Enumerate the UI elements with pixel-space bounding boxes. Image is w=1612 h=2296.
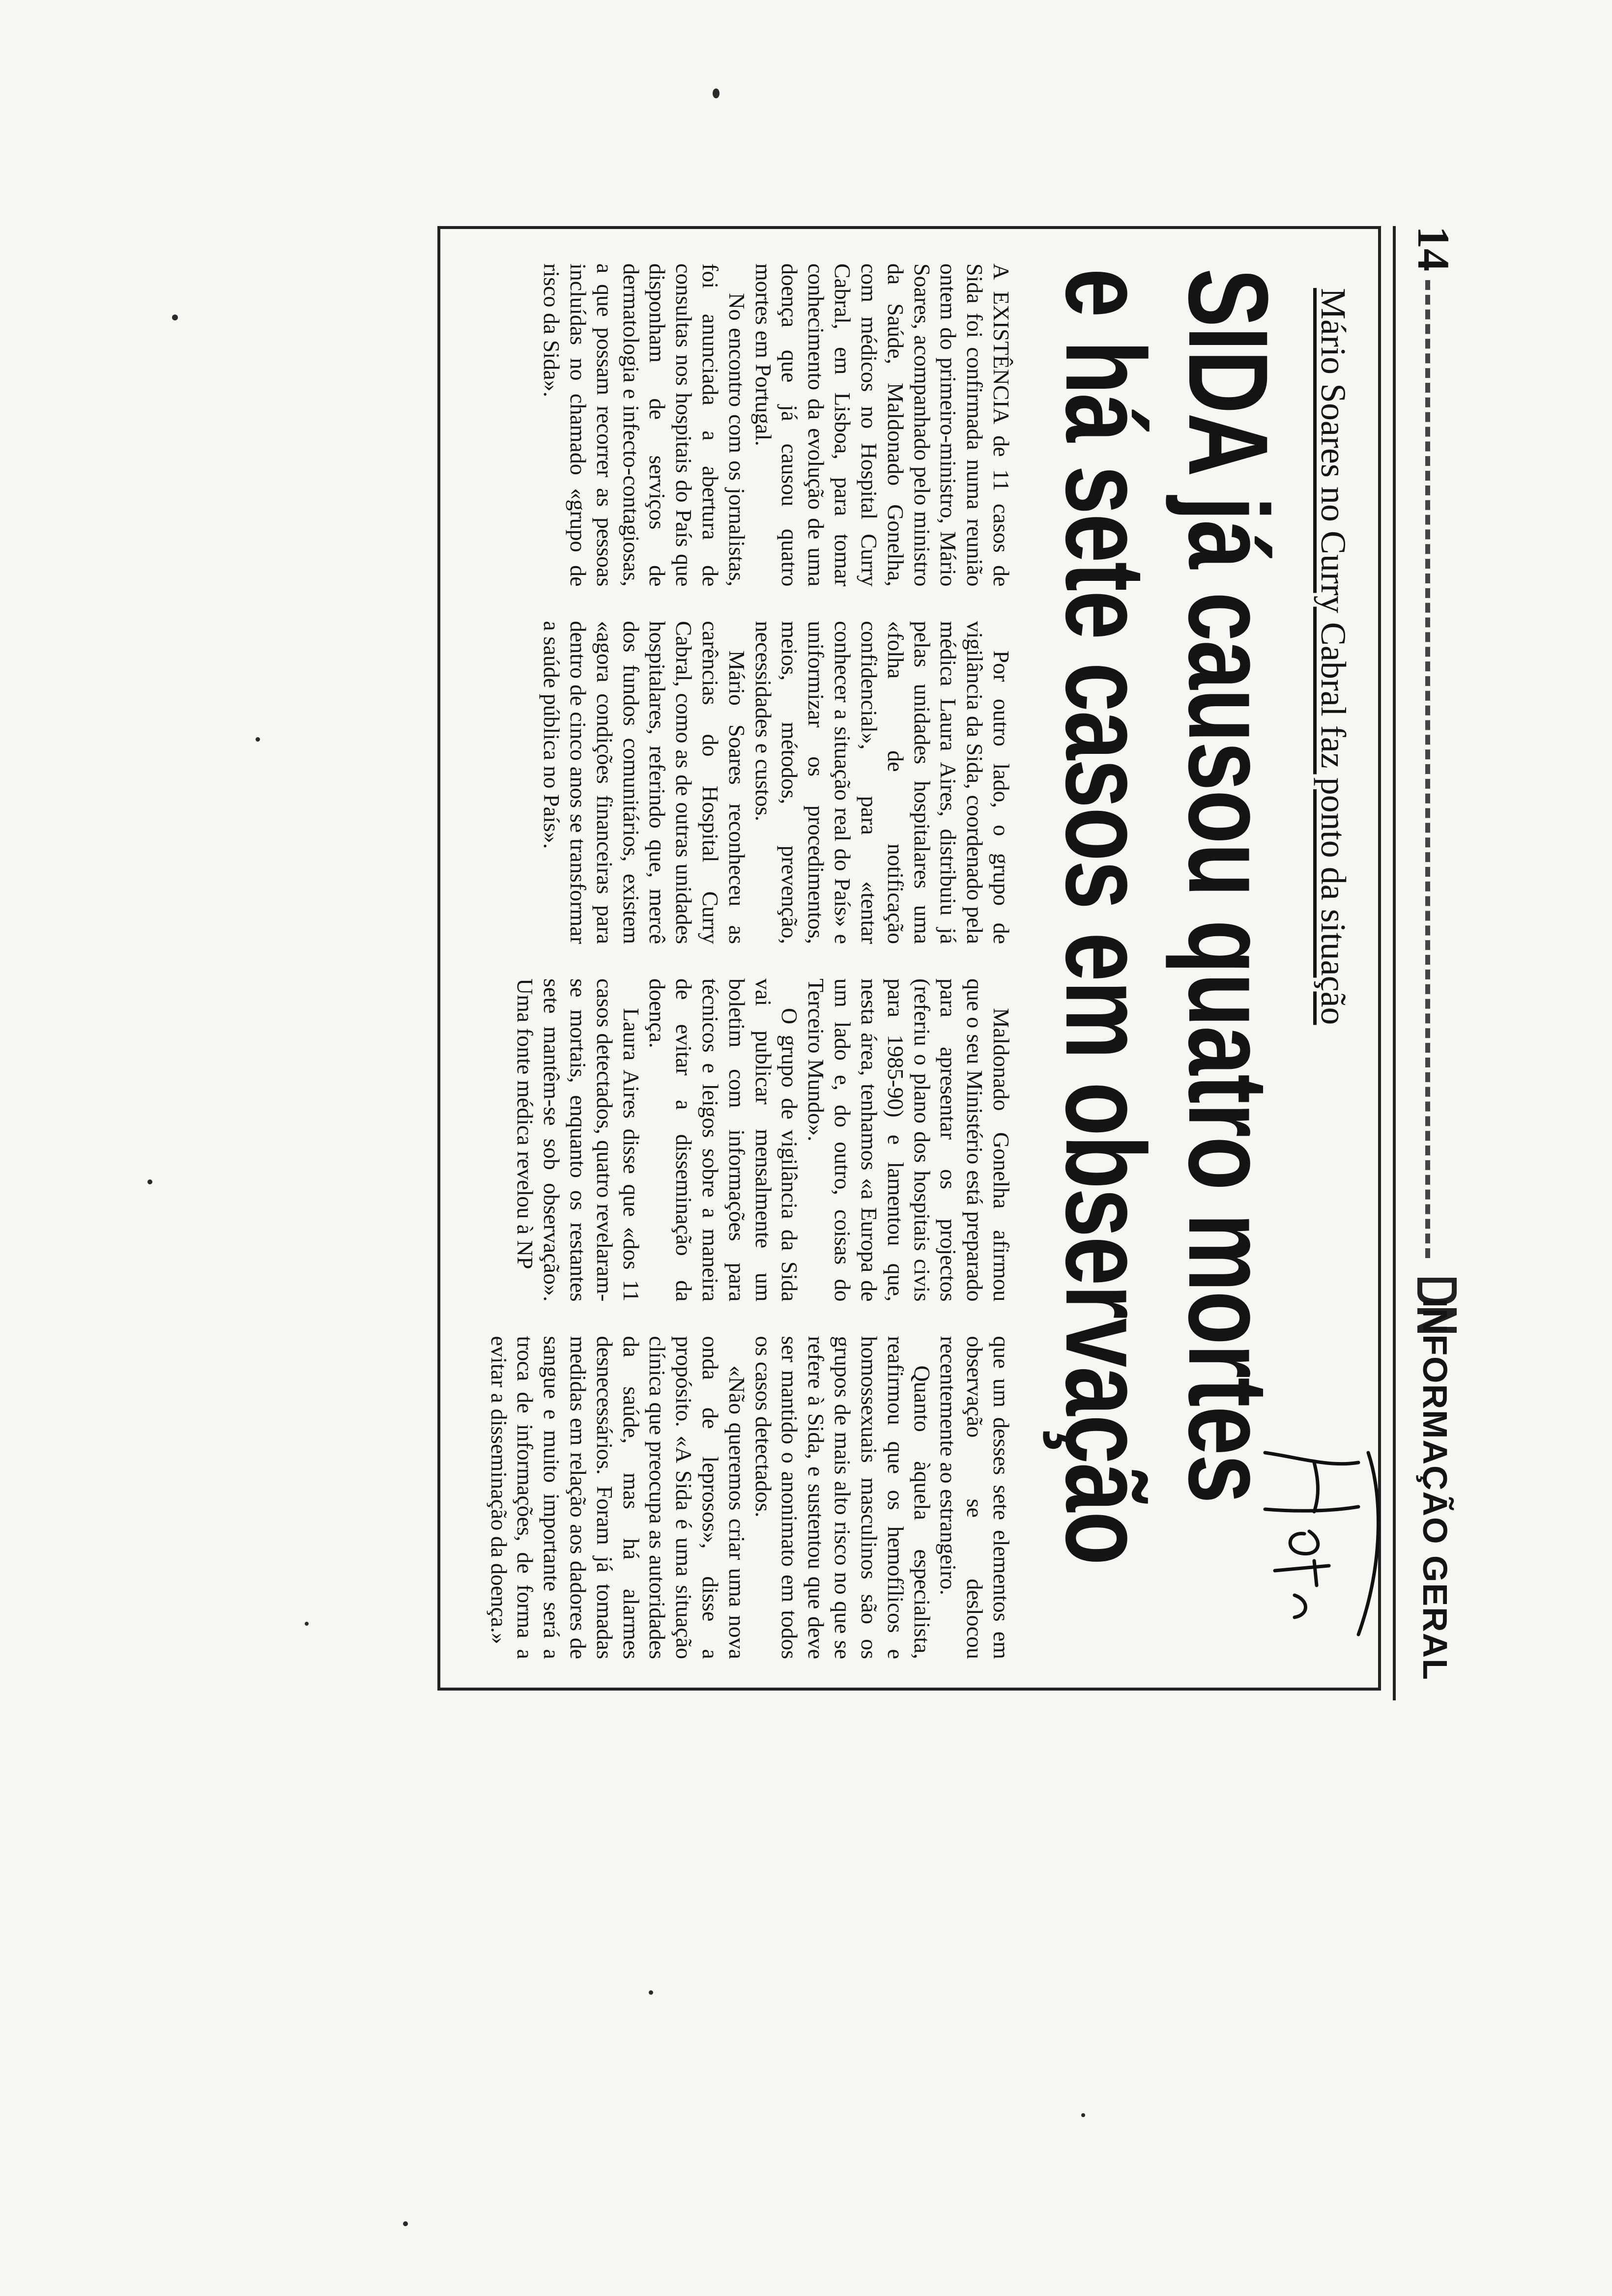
article-body bbox=[454, 263, 1014, 1659]
scan-speck bbox=[1081, 2113, 1085, 2117]
paragraph: «Não queremos criar uma nova onda de leprosos», disse a propósito. «A Sida é uma situação clínica que preocupa as autoridades da saúde, mas há alarmes desnecessários. Foram já tomadas medidas em relação aos dadores de sangue e muito importante será a troca de informações, de forma a evitar a disseminação da doença.» bbox=[486, 1336, 749, 1659]
article-box bbox=[437, 226, 1388, 1691]
article-column-3 bbox=[454, 978, 1014, 1302]
headline-line-1: SIDA já causou quatro mortes bbox=[1165, 268, 1292, 1503]
handwritten-note: Hoticm? bbox=[1387, 1438, 1388, 1440]
article-kicker: Mário Soares no Curry Cabral faz ponto da situação bbox=[1314, 288, 1353, 1025]
page-number: 14 bbox=[1409, 226, 1459, 271]
paragraph: Laura Aires disse que «dos 11 casos detectados, quatro revelaram-se mortais, enquanto os restantes sete mantêm-se sob observação». Uma fonte médica revelou à NP bbox=[513, 978, 644, 1302]
paragraph: Quanto àquela especialista, reafirmou que os hemofílicos e homossexuais masculinos são os grupos de mais alto risco no que se refere à Sida, e sustentou que deve ser mantido o anonimato em todos os casos detectados. bbox=[750, 1336, 935, 1659]
scan-speck bbox=[172, 315, 178, 320]
paragraph: Mário Soares reconheceu as carências do Hospital Curry Cabral, como as de outras unidades hospitalares, referindo que, mercê dos fundos comunitários, existem «agora condições financeiras para dentro de cinco anos se transformar a saúde pública no País». bbox=[539, 621, 749, 944]
scan-speck bbox=[256, 737, 260, 742]
page-header bbox=[1393, 226, 1465, 1700]
article-column-1 bbox=[454, 263, 1014, 587]
scan-speck bbox=[713, 88, 720, 98]
paragraph: A EXISTÊNCIA de 11 casos de Sida foi confirmada numa reunião ontem do primeiro-ministro, Mário Soares, acompanhado pelo ministro da Saúde, Maldonado Gonelha, com médicos no Hospital Curry Cabral, em Lisboa, para tomar conhecimento da evolução de uma doença que já causou quatro mortes em Portugal. bbox=[750, 263, 1014, 587]
paragraph: Por outro lado, o grupo de vigilância da Sida, coordenado pela médica Laura Aires, distribuiu já pelas unidades hospitalares uma «folha de notificação confidencial», para «tentar conhecer a situação real do País» e uniformizar os procedimentos, meios, métodos, prevenção, necessidades e custos. bbox=[750, 621, 1014, 944]
header-rule bbox=[1425, 280, 1430, 1258]
scan-speck bbox=[403, 2221, 408, 2226]
scan-speck bbox=[305, 1622, 309, 1626]
paragraph: Maldonado Gonelha afirmou que o seu Ministério está preparado para apresentar os projectos (referiu o plano dos hospitais civis para 1985-90) e lamentou que, nesta área, tenhamos «a Europa de um lado e, do outro, coisas do Terceiro Mundo». bbox=[804, 978, 1014, 1302]
article-column-4 bbox=[454, 1336, 1014, 1660]
paragraph: que um desses sete elementos em observação se deslocou recentemente ao estrangeiro. bbox=[936, 1336, 1014, 1659]
scan-speck bbox=[649, 1990, 653, 1995]
section-label: INFORMAÇÃO GERAL bbox=[1416, 1298, 1454, 1681]
newspaper-page bbox=[432, 226, 1465, 1700]
headline-line-2: e há sete casos em observação bbox=[1042, 268, 1169, 1565]
scan-speck bbox=[147, 1179, 152, 1184]
article-column-2 bbox=[454, 621, 1014, 945]
paragraph: O grupo de vigilância da Sida vai publicar mensalmente um boletim com informações para técnicos e leigos sobre a maneira de evitar a disseminação da doença. bbox=[645, 978, 803, 1302]
paragraph: No encontro com os jornalistas, foi anunciada a abertura de consultas nos hospitais do País que disponham de serviços de dermatologia e infecto-contagiosas, a que possam recorrer as pessoas incluídas no chamado «grupo de risco da Sida». bbox=[539, 263, 749, 587]
